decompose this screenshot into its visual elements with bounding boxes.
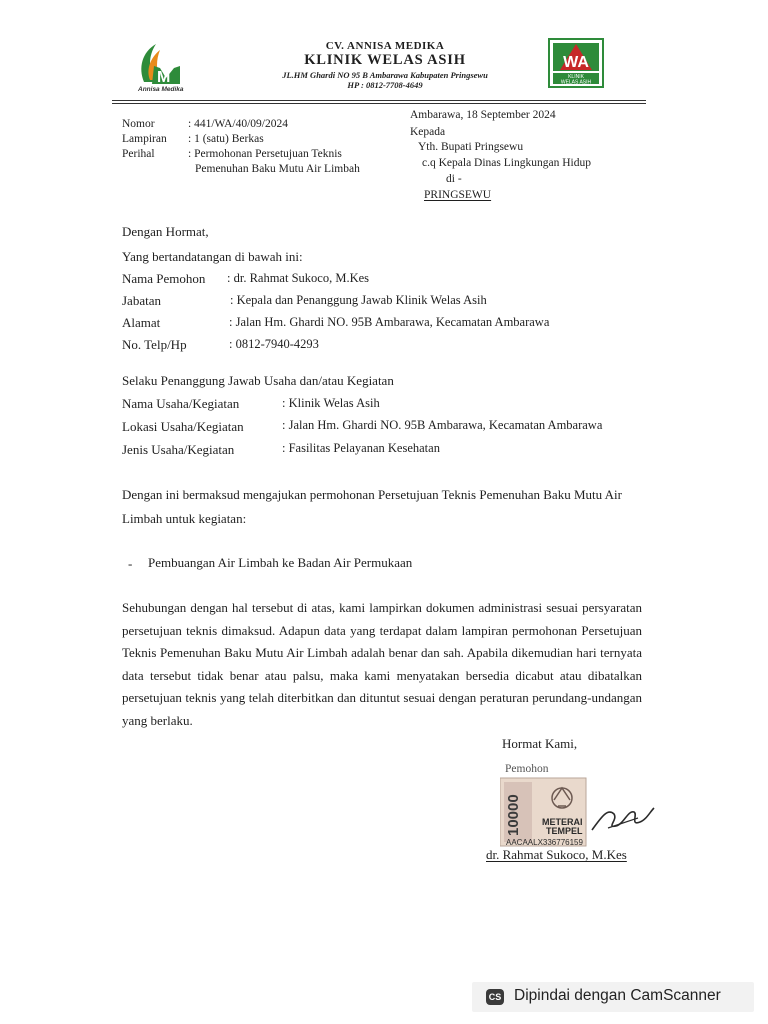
applicant-alamat-label: Alamat [122, 315, 161, 330]
recipient-city [424, 189, 491, 201]
camscanner-watermark [472, 982, 754, 1012]
nomor-label: Nomor [122, 118, 155, 130]
purpose-line-1: Dengan ini bermaksud mengajukan permohonan Persetujuan Teknis Pemenuhan Baku Mutu Air [122, 487, 622, 502]
stamp-label-2: TEMPEL [546, 826, 583, 836]
stamp-amount: 10000 [505, 794, 522, 836]
business-intro: Selaku Penanggung Jawab Usaha dan/atau Kegiatan [122, 373, 394, 388]
lampiran-label: Lampiran [122, 133, 167, 145]
business-jenis-label: Jenis Usaha/Kegiatan [122, 442, 235, 457]
intro-text: Yang bertandatangan di bawah ini: [122, 249, 303, 264]
perihal-value-1: : Permohonan Persetujuan Teknis [188, 148, 342, 160]
letter-date: Ambarawa, 18 September 2024 [410, 109, 556, 121]
purpose-line-2: Limbah untuk kegiatan: [122, 511, 247, 526]
camscanner-icon: CS [486, 989, 504, 1005]
business-lokasi-label: Lokasi Usaha/Kegiatan [122, 419, 244, 434]
perihal-label: Perihal [122, 148, 155, 160]
left-logo-letters: M [157, 69, 171, 86]
perihal-value-2: Pemenuhan Baku Mutu Air Limbah [195, 163, 360, 175]
left-logo-caption: Annisa Medika [138, 86, 184, 93]
greeting: Dengan Hormat, [122, 224, 209, 239]
recipient-line-1: Yth. Bupati Pringsewu [418, 141, 524, 153]
recipient-city-text: PRINGSEWU [424, 189, 492, 201]
applicant-telp-value: : 0812-7940-4293 [229, 337, 319, 351]
header-rule-bottom [112, 103, 646, 104]
bullet-dash: - [128, 556, 133, 571]
stamp-serial: AACAALX336776159 [506, 838, 583, 847]
signer-name [486, 847, 627, 863]
business-nama-label: Nama Usaha/Kegiatan [122, 396, 240, 411]
lampiran-value: : 1 (satu) Berkas [188, 133, 264, 145]
clinic-phone: HP : 0812-7708-4649 [347, 80, 423, 90]
nomor-value: : 441/WA/40/09/2024 [188, 118, 288, 130]
org-name: CV. ANNISA MEDIKA [325, 40, 445, 52]
business-nama-value: : Klinik Welas Asih [282, 396, 380, 410]
applicant-alamat-value: : Jalan Hm. Ghardi NO. 95B Ambarawa, Kecamatan Ambarawa [229, 315, 550, 329]
header-rule-top [112, 100, 646, 101]
applicant-jabatan-value: : Kepala dan Penanggung Jawab Klinik Welas Asih [230, 293, 487, 307]
applicant-jabatan-label: Jabatan [122, 293, 161, 308]
recipient-line-2: c.q Kepala Dinas Lingkungan Hidup [422, 157, 591, 169]
recipient-kepada: Kepada [410, 126, 446, 138]
business-jenis-value: : Fasilitas Pelayanan Kesehatan [282, 441, 440, 455]
closing-paragraph: Sehubungan dengan hal tersebut di atas, kami lampirkan dokumen administrasi sesuai persyaratan persetujuan teknis dimaksud. Adapun data yang terdapat dalam lampiran permohonan Persetujuan Teknis Pemenuhan Baku Mutu Air Limbah adalah benar dan sah. Apabila dikemudian hari ternyata data tersebut tidak benar atau palsu, maka kami menyatakan bersedia dicabut atau dibatalkan persetujuan teknis yang telah diterbitkan dan dituntut sesuai dengan peraturan perundang-undangan yang berlaku. [122, 600, 642, 728]
bullet-item: Pembuangan Air Limbah ke Badan Air Permukaan [148, 555, 413, 570]
applicant-nama-label: Nama Pemohon [122, 271, 206, 286]
clinic-name: KLINIK WELAS ASIH [304, 52, 466, 68]
right-logo-letters: WA [563, 54, 589, 71]
applicant-nama-value: : dr. Rahmat Sukoco, M.Kes [227, 271, 370, 285]
welas-asih-logo [548, 38, 604, 88]
signature-scribble [588, 798, 658, 838]
signer-name-text: dr. Rahmat Sukoco, M.Kes [486, 847, 627, 862]
camscanner-text: Dipindai dengan CamScanner [514, 987, 721, 1004]
hormat-kami: Hormat Kami, [502, 736, 578, 751]
right-logo-caption-1: KLINIK [568, 74, 584, 80]
clinic-address: JL.HM Ghardi NO 95 B Ambarawa Kabupaten Pringsewu [282, 70, 488, 80]
applicant-telp-label: No. Telp/Hp [122, 337, 187, 352]
right-logo-caption-2: WELAS ASIH [560, 79, 592, 86]
stamp-label-1: METERAI [542, 817, 583, 827]
recipient-di: di - [446, 173, 462, 185]
signer-role: Pemohon [505, 763, 549, 775]
business-lokasi-value: : Jalan Hm. Ghardi NO. 95B Ambarawa, Kecamatan Ambarawa [282, 418, 603, 432]
